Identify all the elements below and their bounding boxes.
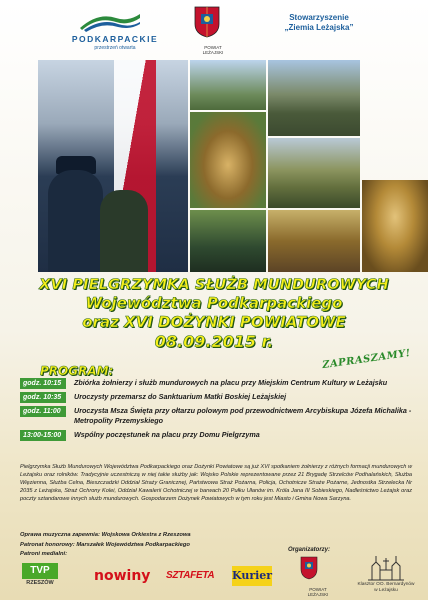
photo-harvest-wreath xyxy=(190,112,266,208)
schedule-time: godz. 10:15 xyxy=(20,378,66,389)
title-line1: XVI PIELGRZYMKA SŁUŻB MUNDUROWYCH xyxy=(39,277,389,293)
schedule-text: Zbiórka żołnierzy i służb mundurowych na placu przy Miejskim Centrum Kultury w Leżajsku xyxy=(74,378,388,387)
association-name xyxy=(254,13,384,33)
photo-parade-grounds xyxy=(190,60,266,110)
monastery-caption-1: Klasztor OO. Bernardynów xyxy=(357,582,415,587)
schedule-item xyxy=(20,392,420,402)
coat-caption: POWIAT LEŻAJSKI xyxy=(202,45,224,55)
monastery-caption-2: w Leżajsku xyxy=(374,588,398,593)
poster-titles xyxy=(0,276,428,352)
nowiny-logo: nowiny xyxy=(94,568,151,584)
schedule-item xyxy=(20,430,420,440)
schedule-text: Uroczysty przemarsz do Sanktuarium Matki Boskiej Leżajskiej xyxy=(74,392,287,401)
association-line2: „Ziemia Leżajska” xyxy=(284,23,354,32)
title-line3: oraz XVI DOŻYNKI POWIATOWE xyxy=(82,313,346,331)
tvp-mark: TVP xyxy=(22,563,58,579)
powiat-coat-of-arms xyxy=(194,6,232,54)
photo-soldiers-march xyxy=(190,210,266,272)
podkarpackie-logo xyxy=(60,10,170,52)
kurier-logo: Kurier xyxy=(232,566,272,586)
schedule-time: 13:00-15:00 xyxy=(20,430,66,441)
photo-altar xyxy=(268,210,360,272)
organizers-label: Organizatorzy: xyxy=(288,547,331,553)
podkarpackie-tagline: przestrzeń otwarta xyxy=(94,45,136,51)
schedule-item xyxy=(20,378,420,388)
schedule-item xyxy=(20,406,420,426)
podkarpackie-swoosh-icon xyxy=(78,10,142,32)
music-credit: Oprawa muzyczna zapewnia: Wojskowa Orkiestra z Rzeszowa xyxy=(20,532,191,538)
photo-collage xyxy=(38,60,428,272)
association-line1: Stowarzyszenie xyxy=(289,13,349,22)
tvp-sub: RZESZÓW xyxy=(26,580,54,586)
title-line2: Województwa Podkarpackiego xyxy=(85,294,343,312)
footer-credits xyxy=(20,531,320,560)
coat-of-arms-icon xyxy=(194,6,220,38)
soldier-figure xyxy=(100,190,148,272)
event-date: 08.09.2015 r. xyxy=(154,332,274,351)
organizer-powiat xyxy=(300,556,336,596)
organizer-monastery xyxy=(354,552,418,598)
coat-of-arms-icon xyxy=(300,556,318,580)
honorary-patron: Patronat honorowy: Marszałek Województwa Podkarpackiego xyxy=(20,541,190,548)
officer-figure xyxy=(48,170,103,272)
schedule-text: Uroczysta Msza Święta przy ołtarzu polowym pod przewodnictwem Arcybiskupa Józefa Michalika - Metropolity Przemyskiego xyxy=(74,406,412,425)
tvp-rzeszow-logo xyxy=(22,563,58,589)
photo-uniformed-officers xyxy=(38,60,188,272)
media-patrons-label: Patroni medialni: xyxy=(20,551,68,557)
photo-formation xyxy=(268,138,360,208)
podkarpackie-name: PODKARPACKIE xyxy=(71,34,159,44)
invitation-text: ZAPRASZAMY! xyxy=(321,347,412,372)
monastery-icon xyxy=(366,552,406,582)
poster-header xyxy=(0,0,428,60)
schedule-time: godz. 10:35 xyxy=(20,392,66,403)
schedule-text: Wspólny poczęstunek na placu przy Domu Pielgrzyma xyxy=(74,430,260,439)
sztafeta-logo: SZTAFETA xyxy=(166,570,215,581)
program-schedule xyxy=(20,378,420,444)
photo-marching-band xyxy=(268,60,360,136)
program-heading: PROGRAM: xyxy=(40,364,114,378)
powiat-caption: POWIAT LEŻAJSKI xyxy=(307,587,329,597)
schedule-time: godz. 11:00 xyxy=(20,406,66,417)
photo-bishop-harvest xyxy=(362,180,428,272)
event-description: Pielgrzymka Służb Mundurowych Województwa Podkarpackiego oraz Dożynki Powiatowe są już XVI spotkaniem żołnierzy z różnych formacji mundurowych w Leżajsku oraz rolników. Tradycyjnie uczestniczą w niej takie służby jak: Wojsko Polskie reprezentowane przez 21 Brygadę Strzelców Podhalańskich, Służba Więzienna, Służba Celna, Bieszczadzki Oddział Straży Granicznej, Państwowa Straż Pożarna, Policja, Ochotnicze Straże Pożarne, Jednostka Strzelecka Nr 2035 z Leżajska, Straż Ochrony Kolei, Oddział Kawalerii Ochotniczej w barwach 20 Pułku Ułanów im. Króla Jana III Sobieskiego, Nadleśnictwo Leżajsk oraz poczty sztandarowe innych służb mundurowych. Gospodarzem Dożynek Powiatowych w tym roku jest Miasto i Gmina Nowa Sarzyna. xyxy=(20,464,412,502)
